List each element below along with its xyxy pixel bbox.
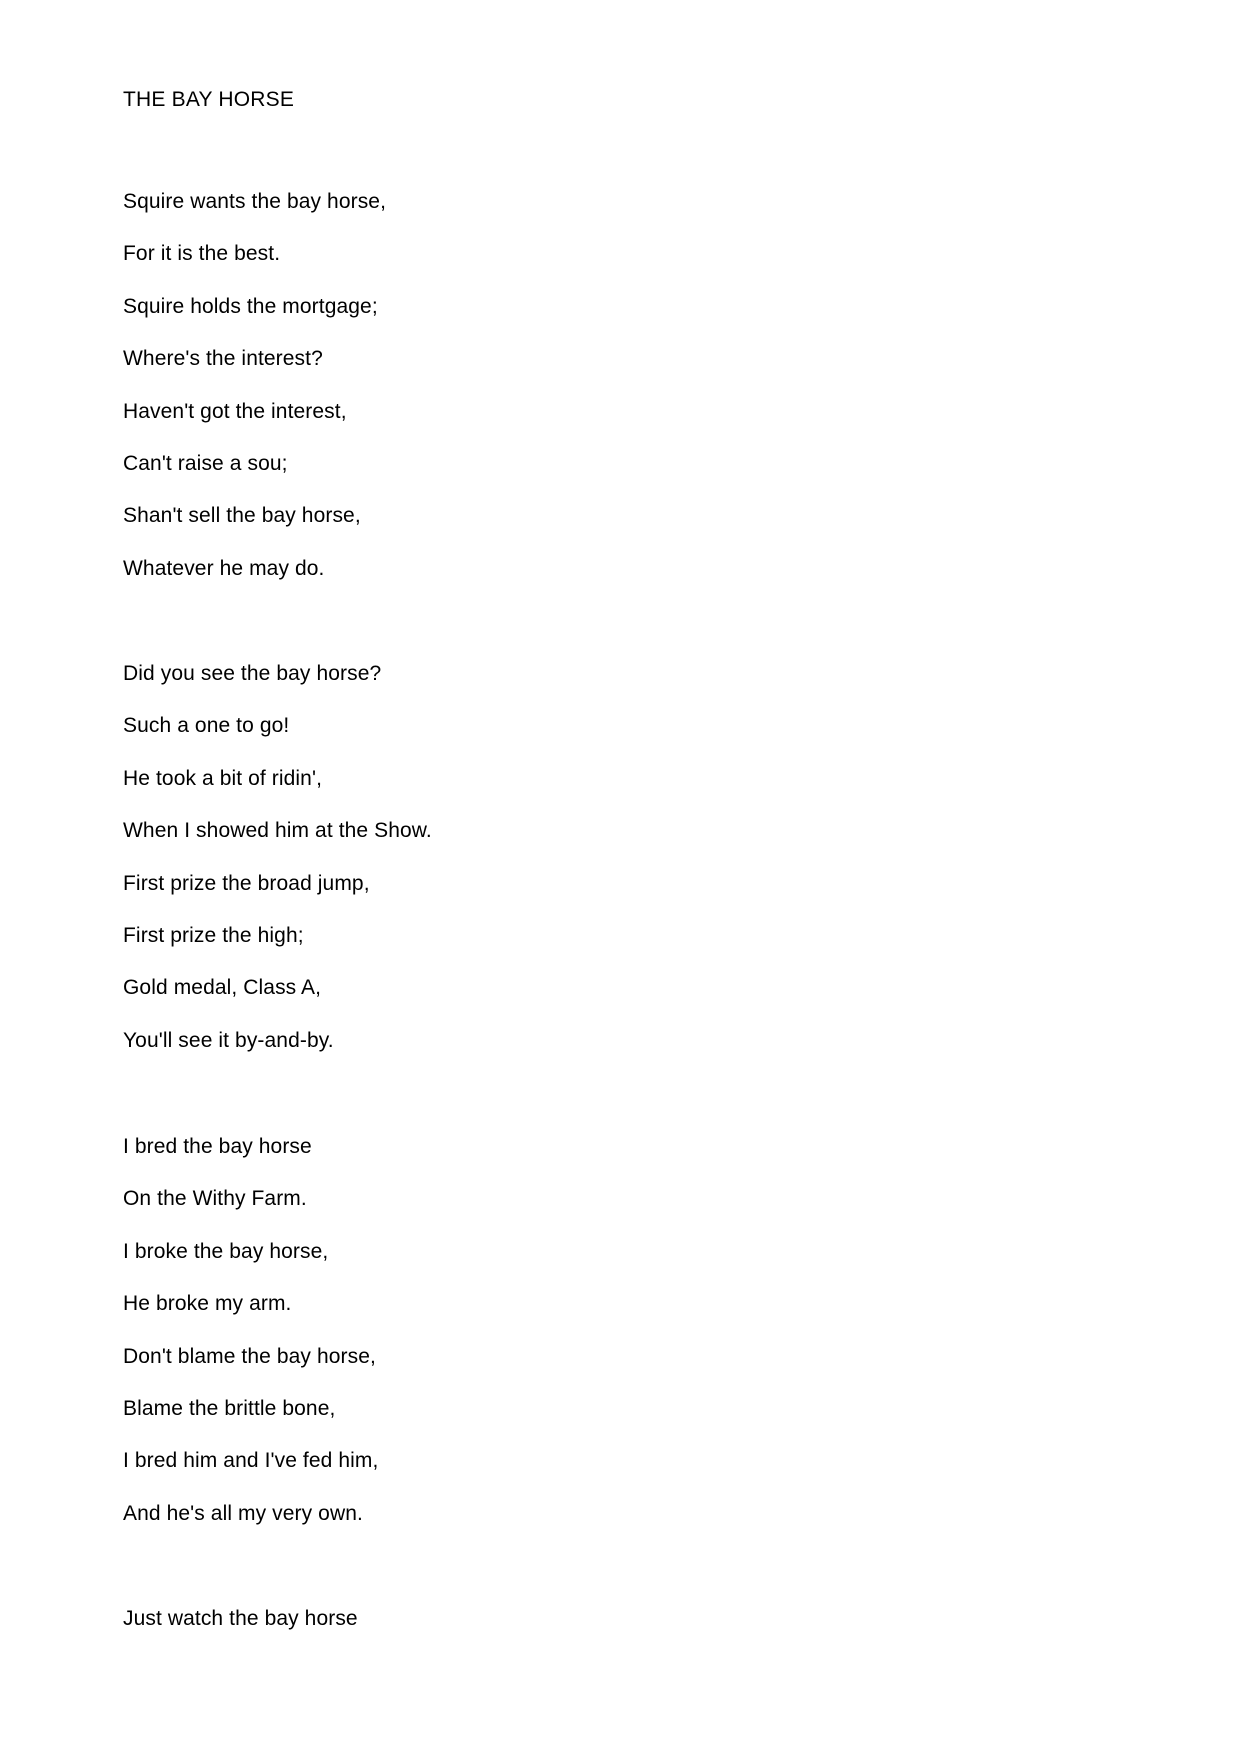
poem-line: He broke my arm. — [123, 1292, 292, 1316]
poem-line: Where's the interest? — [123, 347, 323, 371]
poem-line: I bred him and I've fed him, — [123, 1449, 379, 1473]
poem-line: Shan't sell the bay horse, — [123, 504, 361, 528]
poem-line: Squire wants the bay horse, — [123, 190, 387, 213]
poem-line: Don't blame the bay horse, — [123, 1344, 376, 1368]
poem-line: Gold medal, Class A, — [123, 976, 322, 1000]
poem-line: Blame the brittle bone, — [123, 1396, 336, 1420]
poem-title: THE BAY HORSE — [123, 88, 295, 111]
poem-line: You'll see it by-and-by. — [123, 1028, 334, 1052]
stanza-4 — [123, 1605, 358, 1657]
poem-line: I broke the bay horse, — [123, 1239, 329, 1263]
poem-line: Squire holds the mortgage; — [123, 294, 378, 318]
poem-line: He took a bit of ridin', — [123, 766, 323, 790]
poem-line: Did you see the bay horse? — [123, 662, 382, 685]
stanza-1 — [123, 188, 386, 607]
poem-line: Just watch the bay horse — [123, 1607, 358, 1630]
poem-line: Such a one to go! — [123, 714, 290, 738]
poem-line: For it is the best. — [123, 242, 281, 266]
poem-line: Whatever he may do. — [123, 556, 325, 580]
poem-line: I bred the bay horse — [123, 1135, 312, 1158]
stanza-2 — [123, 660, 432, 1079]
poem-line: On the Withy Farm. — [123, 1187, 307, 1211]
poem-line: First prize the broad jump, — [123, 871, 370, 895]
poem-line: When I showed him at the Show. — [123, 819, 432, 843]
poem-line: Can't raise a sou; — [123, 451, 288, 475]
poem-line: And he's all my very own. — [123, 1501, 363, 1525]
poem-line: Haven't got the interest, — [123, 399, 347, 423]
stanza-3 — [123, 1133, 378, 1552]
poem-line: First prize the high; — [123, 923, 304, 947]
